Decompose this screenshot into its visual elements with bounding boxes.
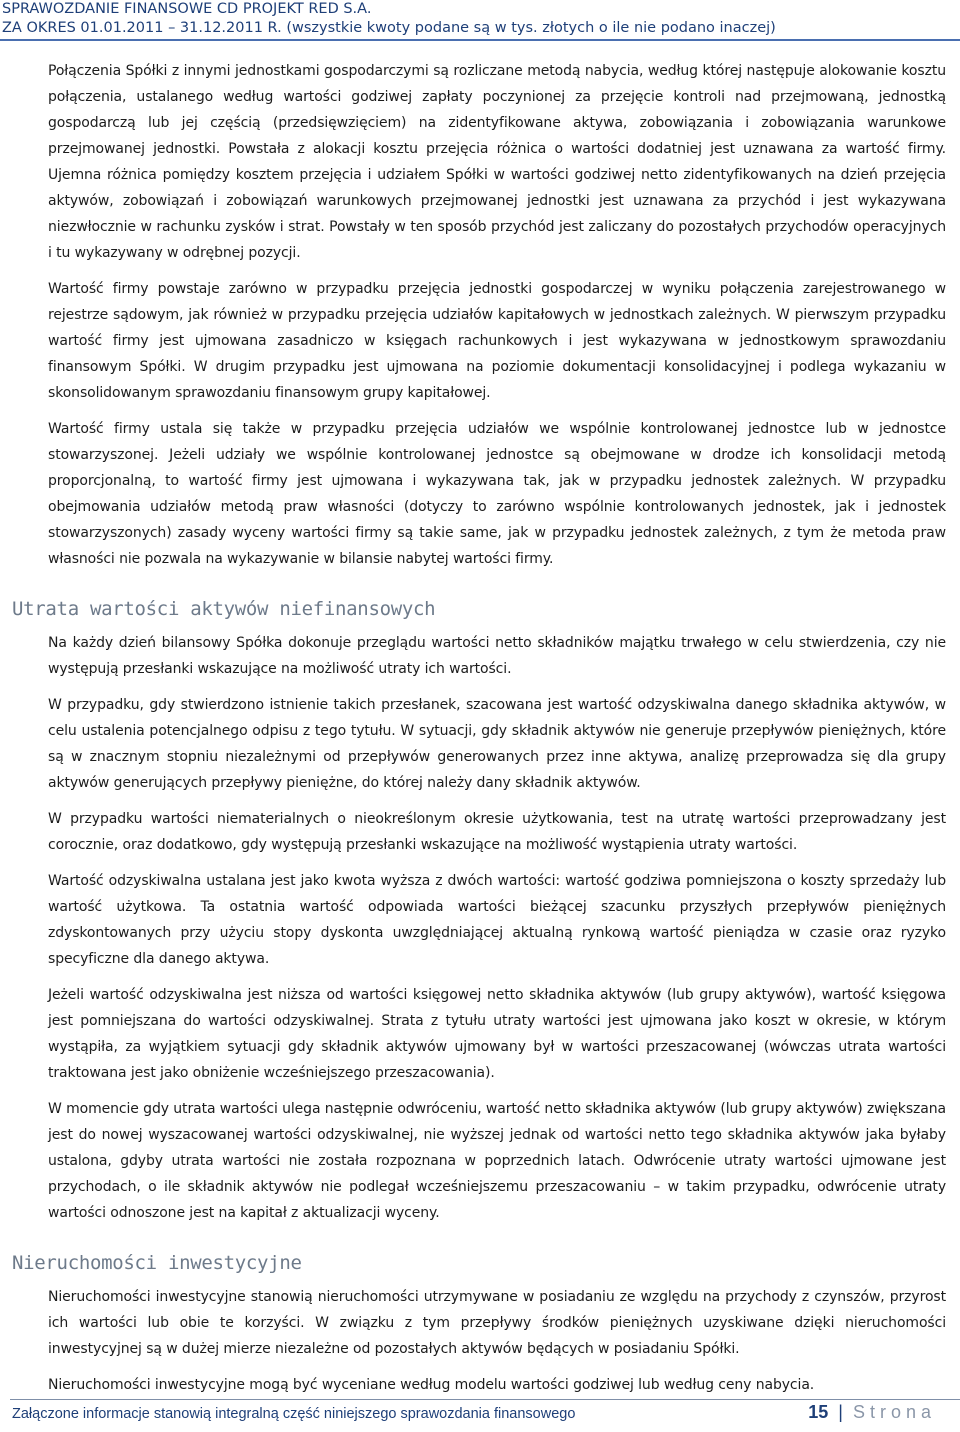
paragraph-impairment-review: Na każdy dzień bilansowy Spółka dokonuje przeglądu wartości netto składników majątku trwałego w celu stwierdzenia, czy nie występują przesłanki wskazujące na możliwość utraty ich wartości.: [48, 635, 946, 677]
page-number: 15: [808, 1402, 829, 1422]
paragraph-goodwill-origin: Wartość firmy powstaje zarówno w przypadku przejęcia jednostki gospodarczej w wyniku połączenia zarejestrowanego w rejestrze sądowym, jak również w przypadku przejęcia udziałów kapitałowych w jednostkach zależnych. W pierwszym przypadku wartość firmy jest ujmowana zasadniczo w księgach rachunkowych i jest wykazywana w jednostkowym sprawozdaniu finansowym Spółki. W drugim przypadku jest ujmowana na poziomie dokumentacji konsolidacyjnej i podlega wykazaniu w skonsolidowanym sprawozdaniu finansowym grupy kapitałowej.: [48, 281, 946, 401]
page-header: [0, 0, 960, 42]
section-heading-investment-property: Nieruchomości inwestycyjne: [12, 1252, 302, 1274]
paragraph-recoverable-estimate: W przypadku, gdy stwierdzono istnienie takich przesłanek, szacowana jest wartość odzyskiwalna danego składnika aktywów, w celu ustalenia potencjalnego odpisu z tego tytułu. W sytuacji, gdy składnik aktywów nie generuje przepływów pieniężnych, które są w znacznym stopniu niezależnymi od przepływów generowanych przez inne aktywa, analizę przeprowadza się dla grupy aktywów generujących przepływy pieniężne, do której należy dany składnik aktywów.: [48, 697, 946, 791]
paragraph-investment-definition: Nieruchomości inwestycyjne stanowią nieruchomości utrzymywane w posiadaniu ze względu na przychody z czynszów, przyrost ich wartości lub obie te korzyści. W związku z tym przepływy środków pieniężnych uzyskiwane dzięki nieruchomości inwestycyjnej są w dużej mierze niezależne od pozostałych aktywów będących w posiadaniu Spółki.: [48, 1289, 946, 1357]
paragraph-goodwill-joint-ventures: Wartość firmy ustala się także w przypadku przejęcia udziałów we wspólnie kontrolowanej jednostce lub w jednostce stowarzyszonej. Jeżeli udziały we wspólnie kontrolowanej jednostce są obejmowane w drodze ich konsolidacji metodą proporcjonalną, to wartość firmy jest ujmowana i wykazywana tak, jak w przypadku jednostek zależnych. W przypadku obejmowania udziałów metodą praw własności (dotyczy to zarówno wspólnie kontrolowanych jednostek, jak i jednostek stowarzyszonych) zasady wyceny wartości firmy są takie same, jak w przypadku jednostek zależnych, z tym że metoda praw własności nie pozwala na wykazywanie w bilansie nabytej wartości firmy.: [48, 421, 946, 567]
paragraph-business-combinations: Połączenia Spółki z innymi jednostkami gospodarczymi są rozliczane metodą nabycia, według której następuje alokowanie kosztu połączenia, ustalanego według wartości godziwej zapłaty poczynionej za przejęcie kontroli nad przejmowaną, jednostką gospodarczą lub jej częścią (przedsięwzięciem) na zidentyfikowane aktywa, zobowiązania i zobowiązania warunkowe przejmowanej jednostki. Powstała z alokacji kosztu przejęcia różnica o wartości dodatniej jest uznawana za wartość firmy. Ujemna różnica pomiędzy kosztem przejęcia i udziałem Spółki w wartości godziwej netto zidentyfikowanych na dzień przejęcia aktywów, zobowiązań i zobowiązań warunkowych przejmowanej jednostki jest uznawana za przychód i jest wykazywana niezwłocznie w rachunku zysków i strat. Powstały w ten sposób przychód jest zaliczany do pozostałych przychodów operacyjnych i tu wykazywany w odrębnej pozycji.: [48, 63, 946, 261]
footer-divider: [10, 1399, 960, 1400]
page-indicator: [808, 1402, 936, 1423]
page-separator: |: [838, 1402, 843, 1422]
report-title: SPRAWOZDANIE FINANSOWE CD PROJEKT RED S.A.: [2, 1, 372, 17]
page-footer: [0, 1392, 960, 1432]
paragraph-investment-valuation: Nieruchomości inwestycyjne mogą być wyceniane według modelu wartości godziwej lub według ceny nabycia.: [48, 1377, 815, 1393]
page-word: Strona: [852, 1402, 936, 1422]
report-period: ZA OKRES 01.01.2011 – 31.12.2011 R. (wszystkie kwoty podane są w tys. złotych o ile nie podano inaczej): [2, 20, 776, 36]
footer-note: Załączone informacje stanowią integralną część niniejszego sprawozdania finansowego: [12, 1406, 576, 1422]
paragraph-recoverable-amount: Wartość odzyskiwalna ustalana jest jako kwota wyższa z dwóch wartości: wartość godziwa pomniejszona o koszty sprzedaży lub wartość użytkowa. Ta ostatnia wartość odpowiada wartości bieżącej szacunku przyszłych przepływów pieniężnych zdyskontowanych przy użyciu stopy dyskonta uwzględniającej aktualną rynkową wartość pieniądza w czasie oraz ryzyko specyficzne dla danego aktywa.: [48, 873, 946, 967]
paragraph-impairment-loss: Jeżeli wartość odzyskiwalna jest niższa od wartości księgowej netto składnika aktywów (lub grupy aktywów), wartość księgowa jest pomniejszana do wartości odzyskiwalnej. Strata z tytułu utraty wartości jest ujmowana jako koszt w okresie, w którym wystąpiła, za wyjątkiem sytuacji gdy składnik aktywów ujmowany był w wartości przeszacowanej (wówczas utrata wartości traktowana jest jako obniżenie wcześniejszego przeszacowania).: [48, 987, 946, 1081]
paragraph-impairment-reversal: W momencie gdy utrata wartości ulega następnie odwróceniu, wartość netto składnika aktywów (lub grupy aktywów) zwiększana jest do nowej wyszacowanej wartości odzyskiwalnej, nie wyższej jednak od wartości netto tego składnika aktywów jaka byłaby ustalona, gdyby utrata wartości nie została rozpoznana w poprzednich latach. Odwrócenie utraty wartości ujmowane jest przychodach, o ile składnik aktywów nie podlegał wcześniejszemu przeszacowaniu – w takim przypadku, odwrócenie utraty wartości odnoszone jest na kapitał z aktualizacji wyceny.: [48, 1101, 946, 1221]
section-heading-impairment: Utrata wartości aktywów niefinansowych: [12, 598, 436, 620]
paragraph-intangibles-test: W przypadku wartości niematerialnych o nieokreślonym okresie użytkowania, test na utratę wartości przeprowadzany jest corocznie, oraz dodatkowo, gdy występują przesłanki wskazujące na możliwość wystąpienia utraty wartości.: [48, 811, 946, 853]
header-divider: [0, 39, 960, 41]
page-content: [0, 58, 960, 1408]
